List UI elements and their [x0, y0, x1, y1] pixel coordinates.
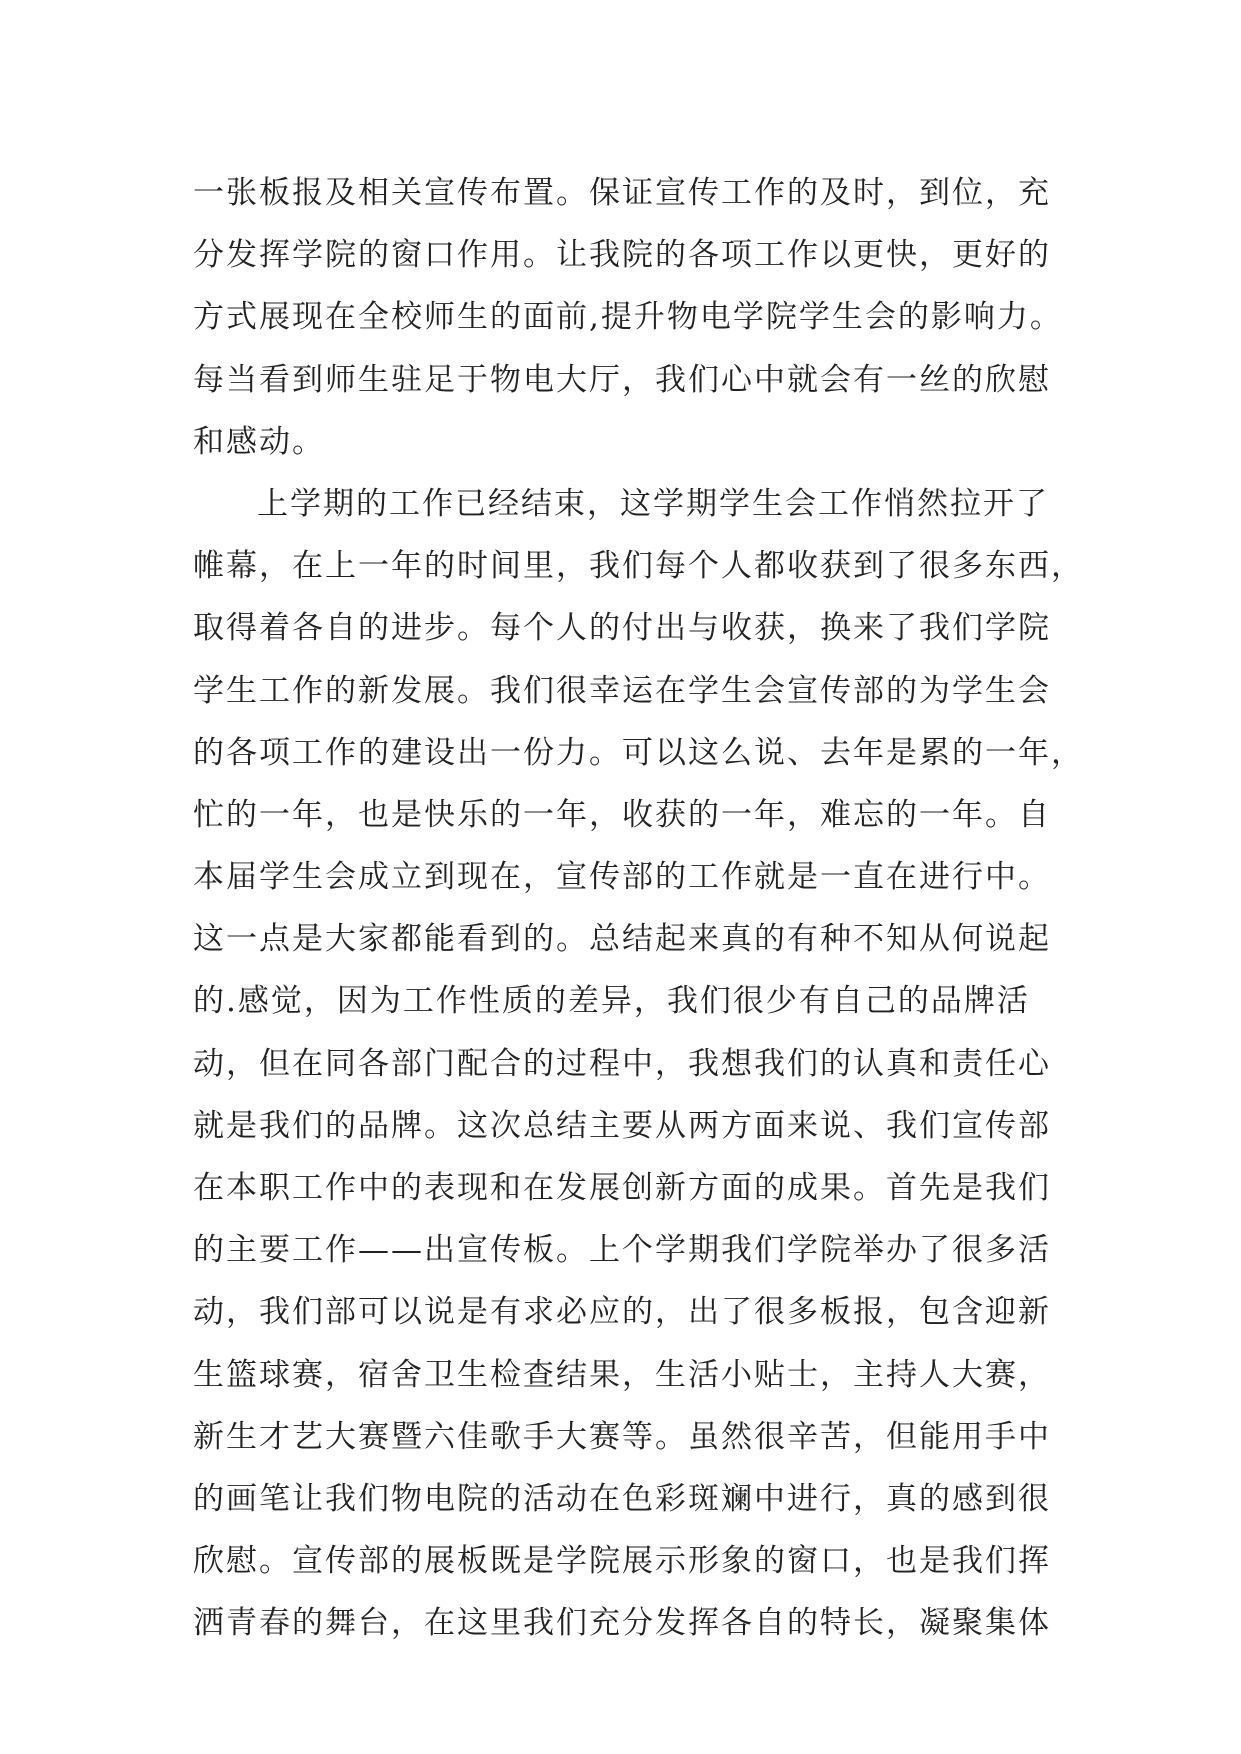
text-line: 方式展现在全校师生的面前,提升物电学院学生会的影响力。	[193, 299, 1063, 336]
text-line: 和感动。	[193, 423, 325, 460]
text-line: 分发挥学院的窗口作用。让我院的各项工作以更快，更好的	[193, 237, 1051, 274]
text-line: 的主要工作——出宣传板。上个学期我们学院举办了很多活	[193, 1232, 1051, 1269]
text-line: 的.感觉，因为工作性质的差异，我们很少有自己的品牌活	[193, 983, 1030, 1020]
text-line: 动，我们部可以说是有求必应的，出了很多板报，包含迎新	[193, 1294, 1051, 1331]
text-line: 动，但在同各部门配合的过程中，我想我们的认真和责任心	[193, 1045, 1051, 1082]
body-text	[193, 162, 1093, 1655]
text-line: 本届学生会成立到现在，宣传部的工作就是一直在进行中。	[193, 859, 1051, 896]
text-line: 的画笔让我们物电院的活动在色彩斑斓中进行，真的感到很	[193, 1480, 1051, 1517]
text-line: 这一点是大家都能看到的。总结起来真的有种不知从何说起	[193, 921, 1051, 958]
text-line: 忙的一年，也是快乐的一年，收获的一年，难忘的一年。自	[193, 796, 1051, 833]
text-line: 在本职工作中的表现和在发展创新方面的成果。首先是我们	[193, 1170, 1051, 1206]
text-line: 每当看到师生驻足于物电大厅，我们心中就会有一丝的欣慰	[193, 361, 1051, 398]
text-line: 帷幕，在上一年的时间里，我们每个人都收获到了很多东西，	[193, 548, 1084, 585]
text-line: 新生才艺大赛暨六佳歌手大赛等。虽然很辛苦，但能用手中	[193, 1418, 1051, 1455]
text-line: 洒青春的舞台，在这里我们充分发挥各自的特长，凝聚集体	[193, 1605, 1051, 1642]
paragraph-start-line: 上学期的工作已经结束，这学期学生会工作悄然拉开了	[257, 485, 1049, 522]
text-line: 取得着各自的进步。每个人的付出与收获，换来了我们学院	[193, 610, 1051, 647]
text-line: 欣慰。宣传部的展板既是学院展示形象的窗口，也是我们挥	[193, 1543, 1051, 1580]
text-line: 就是我们的品牌。这次总结主要从两方面来说、我们宣传部	[193, 1107, 1051, 1144]
text-line: 学生工作的新发展。我们很幸运在学生会宣传部的为学生会	[193, 672, 1051, 709]
text-line: 一张板报及相关宣传布置。保证宣传工作的及时，到位，充	[193, 175, 1051, 211]
text-line: 的各项工作的建设出一份力。可以这么说、去年是累的一年，	[193, 734, 1084, 771]
text-line: 生篮球赛，宿舍卫生检查结果，生活小贴士，主持人大赛，	[193, 1356, 1051, 1393]
